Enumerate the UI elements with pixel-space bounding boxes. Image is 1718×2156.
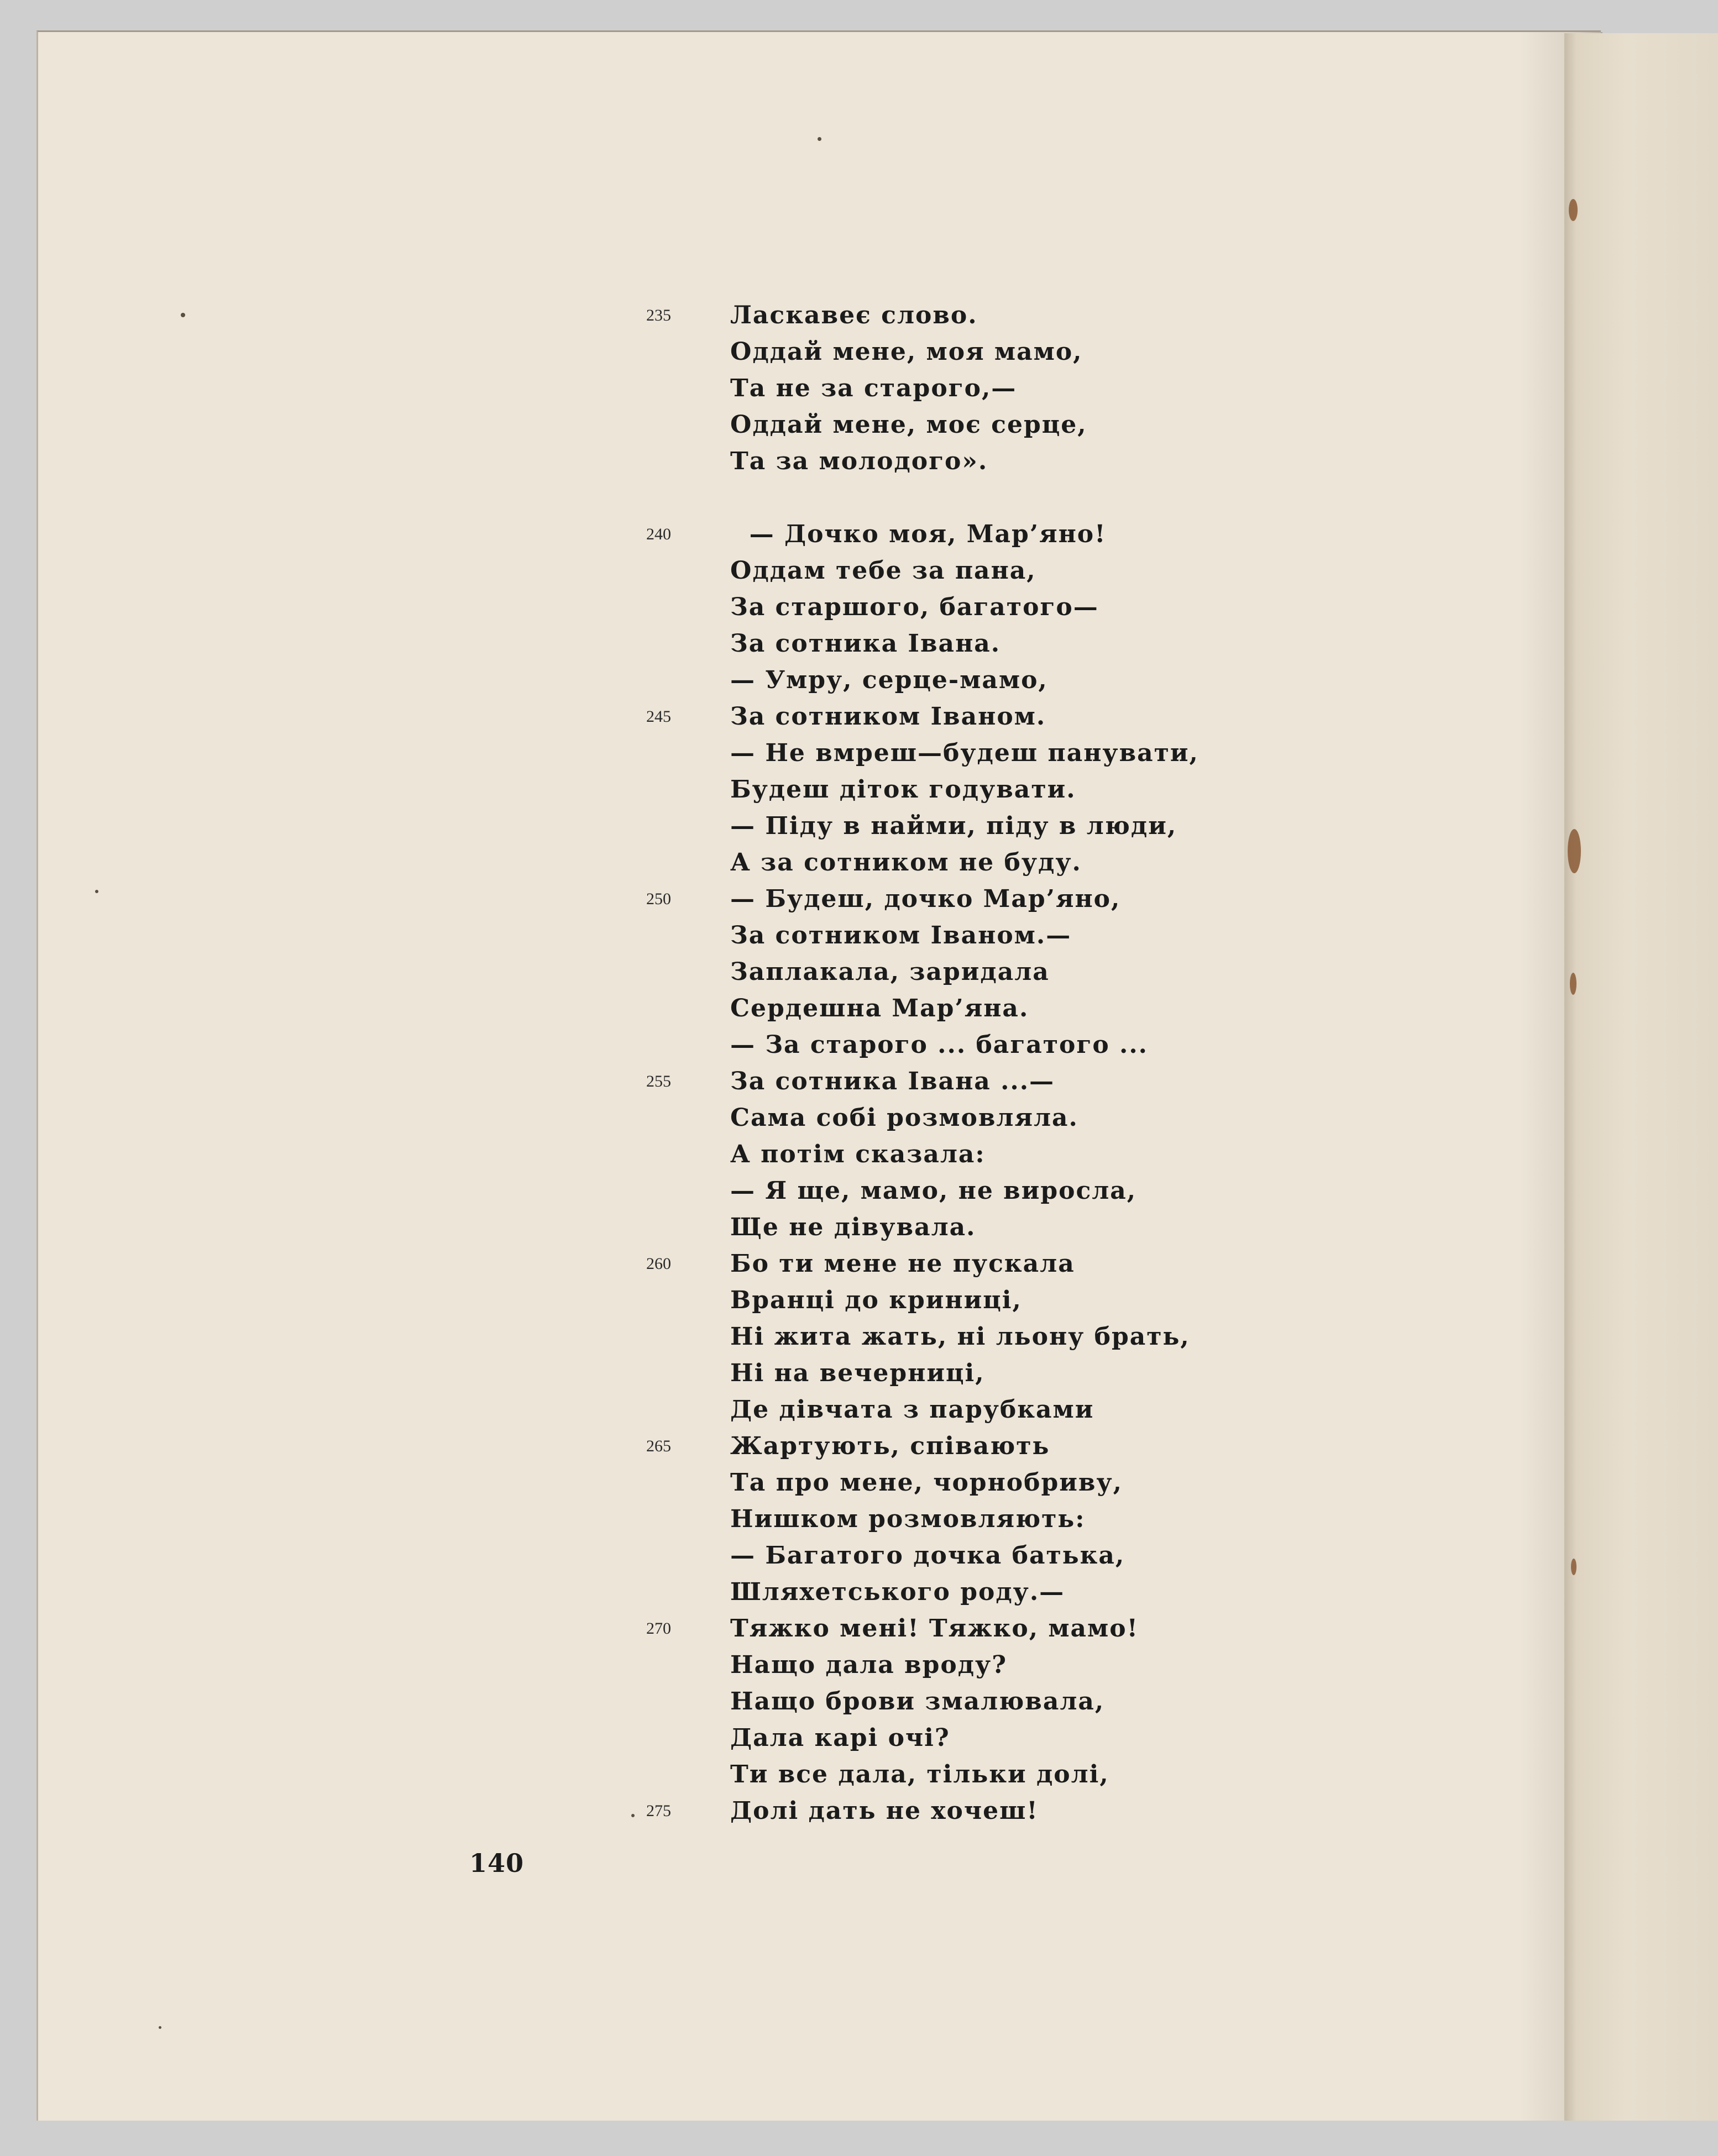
verse-line [646,1100,1475,1136]
line-text: За сотником Іваном. [730,702,1046,731]
poem-body [646,297,1475,1829]
verse-line [646,1465,1475,1501]
line-number: 235 [646,306,671,324]
verse-line [646,1756,1475,1793]
line-text: За старшого, багатого— [730,593,1099,621]
line-number: 265 [646,1437,671,1455]
verse-line [646,1027,1475,1063]
verse-line [646,735,1475,772]
line-text: За сотником Іваном.— [730,921,1072,950]
verse-line [646,516,1475,553]
line-text: А потім сказала: [730,1140,986,1168]
verse-line [646,626,1475,662]
verse-line [646,772,1475,808]
line-text: Сама собі розмовляла. [730,1104,1078,1132]
verse-line [646,1683,1475,1720]
line-text: — Не вмреш—будеш панувати, [730,739,1199,767]
verse-line [646,334,1475,370]
line-number: 240 [646,525,671,543]
line-text: Ні на вечерниці, [730,1359,985,1387]
line-text: За сотника Івана. [730,630,1001,658]
line-text: За сотника Івана ...— [730,1067,1055,1095]
verse-line [646,553,1475,589]
line-text: Тяжко мені! Тяжко, мамо! [730,1614,1139,1643]
line-text: Ще не дівувала. [730,1213,976,1241]
verse-line [646,1428,1475,1465]
verse-line [646,1246,1475,1282]
verse-line [646,844,1475,881]
line-text: — Багатого дочка батька, [730,1541,1125,1570]
verse-line [646,1209,1475,1246]
verse-line [646,954,1475,990]
paper-speck [631,1814,635,1817]
paper-speck [159,2026,161,2029]
verse-line [646,1319,1475,1355]
verse-line [646,1173,1475,1209]
line-text: Будеш діток годувати. [730,775,1076,804]
verse-line [646,990,1475,1027]
line-text: — Будеш, дочко Мар’яно, [730,885,1121,913]
line-text: Сердешна Мар’яна. [730,994,1029,1022]
line-text: Та не за старого,— [730,374,1017,402]
verse-line [646,1574,1475,1611]
line-text: Ні жита жать, ні льону брать, [730,1323,1190,1351]
paper-speck [95,890,98,893]
line-text: Ти все дала, тільки долі, [730,1760,1109,1788]
verse-line [646,297,1475,334]
line-text: Шляхетського роду.— [730,1578,1065,1606]
line-text: Вранці до криниці, [730,1286,1022,1314]
line-text: — Дочко моя, Мар’яно! [730,520,1107,548]
verse-line [646,1392,1475,1428]
stanza [646,297,1475,480]
verse-line [646,1793,1475,1829]
verse-line [646,1282,1475,1319]
line-text: — Піду в найми, піду в люди, [730,812,1177,840]
line-text: Де дівчата з парубками [730,1396,1094,1424]
verse-line [646,699,1475,735]
verse-line [646,1355,1475,1392]
line-text: — За старого ... багатого ... [730,1031,1148,1059]
line-text: А за сотником не буду. [730,848,1082,877]
line-text: Дала карі очі? [730,1724,950,1752]
line-text: Та про мене, чорнобриву, [730,1468,1123,1497]
line-number: 270 [646,1619,671,1638]
line-text: Оддам тебе за пана, [730,557,1036,585]
line-number: 275 [646,1802,671,1820]
paper-speck [181,313,185,317]
line-text: Оддай мене, моє серце, [730,411,1087,439]
verse-line [646,1647,1475,1683]
verse-line [646,881,1475,917]
paper-stain [1568,829,1581,873]
verse-line [646,1538,1475,1574]
verse-line [646,1720,1475,1756]
line-number: 255 [646,1072,671,1090]
line-number: 250 [646,890,671,908]
line-text: Долі дать не хочеш! [730,1797,1039,1825]
stanza [646,516,1475,1829]
verse-line [646,1063,1475,1100]
line-text: Та за молодого». [730,447,988,475]
paper-stain [1571,1559,1576,1575]
line-number: 245 [646,707,671,726]
verse-line [646,407,1475,443]
verse-line [646,917,1475,954]
paper-stain [1569,199,1578,221]
verse-line [646,1136,1475,1173]
verse-line [646,662,1475,699]
line-text: Ласкавеє слово. [730,301,978,329]
line-text: Бо ти мене не пускала [730,1250,1075,1278]
line-text: Жартують, співають [730,1432,1050,1460]
paper-stain [1570,973,1576,995]
line-text: Оддай мене, моя мамо, [730,338,1083,366]
verse-line [646,808,1475,844]
verse-line [646,370,1475,407]
verse-line [646,1501,1475,1538]
line-text: Нащо дала вроду? [730,1651,1008,1679]
verse-line [646,1611,1475,1647]
paper-speck [818,137,821,141]
facing-page-edge [1564,33,1718,2121]
line-text: Заплакала, заридала [730,958,1050,986]
line-text: — Я ще, мамо, не виросла, [730,1177,1137,1205]
verse-line [646,589,1475,626]
line-text: — Умру, серце-мамо, [730,666,1048,694]
line-text: Нишком розмовляють: [730,1505,1086,1533]
page-number: 140 [469,1848,525,1878]
verse-line [646,443,1475,480]
book-page [36,30,1601,2121]
line-text: Нащо брови змалювала, [730,1687,1105,1716]
line-number: 260 [646,1255,671,1273]
